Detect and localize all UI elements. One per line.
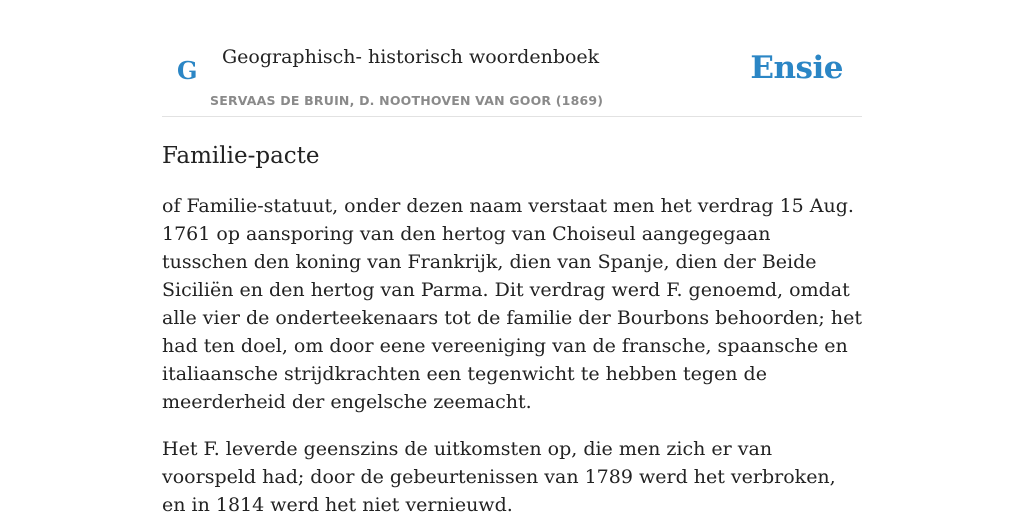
ensie-logo[interactable]: Ensie [750,50,843,86]
book-title-link[interactable]: Geographisch- historisch woordenboek [222,46,600,68]
book-letter-icon[interactable]: G [177,56,198,85]
book-author: SERVAAS DE BRUIN, D. NOOTHOVEN VAN GOOR (1869) [210,93,604,108]
entry-title: Familie-pacte [162,143,320,169]
entry-paragraph: of Familie-statuut, onder dezen naam verstaat men het verdrag 15 Aug. 1761 op aansporing van den hertog van Choiseul aangegegaan tusschen den koning van Frankrijk, dien van Spanje, dien der Beide Siciliën en den hertog van Parma. Dit verdrag werd F. genoemd, omdat alle vier de onderteekenaars tot de familie der Bourbons behoorden; het had ten doel, om door eene vereeniging van de fransche, spaansche en italiaansche strijdkrachten een tegenwicht te hebben tegen de meerderheid der engelsche zeemacht. [162,195,862,413]
page [162,0,862,519]
book-header [162,0,862,117]
entry-paragraph: Het F. leverde geenszins de uitkomsten op, die men zich er van voorspeld had; door de gebeurtenissen van 1789 werd het verbroken, en in 1814 werd het niet vernieuwd. [162,438,836,516]
